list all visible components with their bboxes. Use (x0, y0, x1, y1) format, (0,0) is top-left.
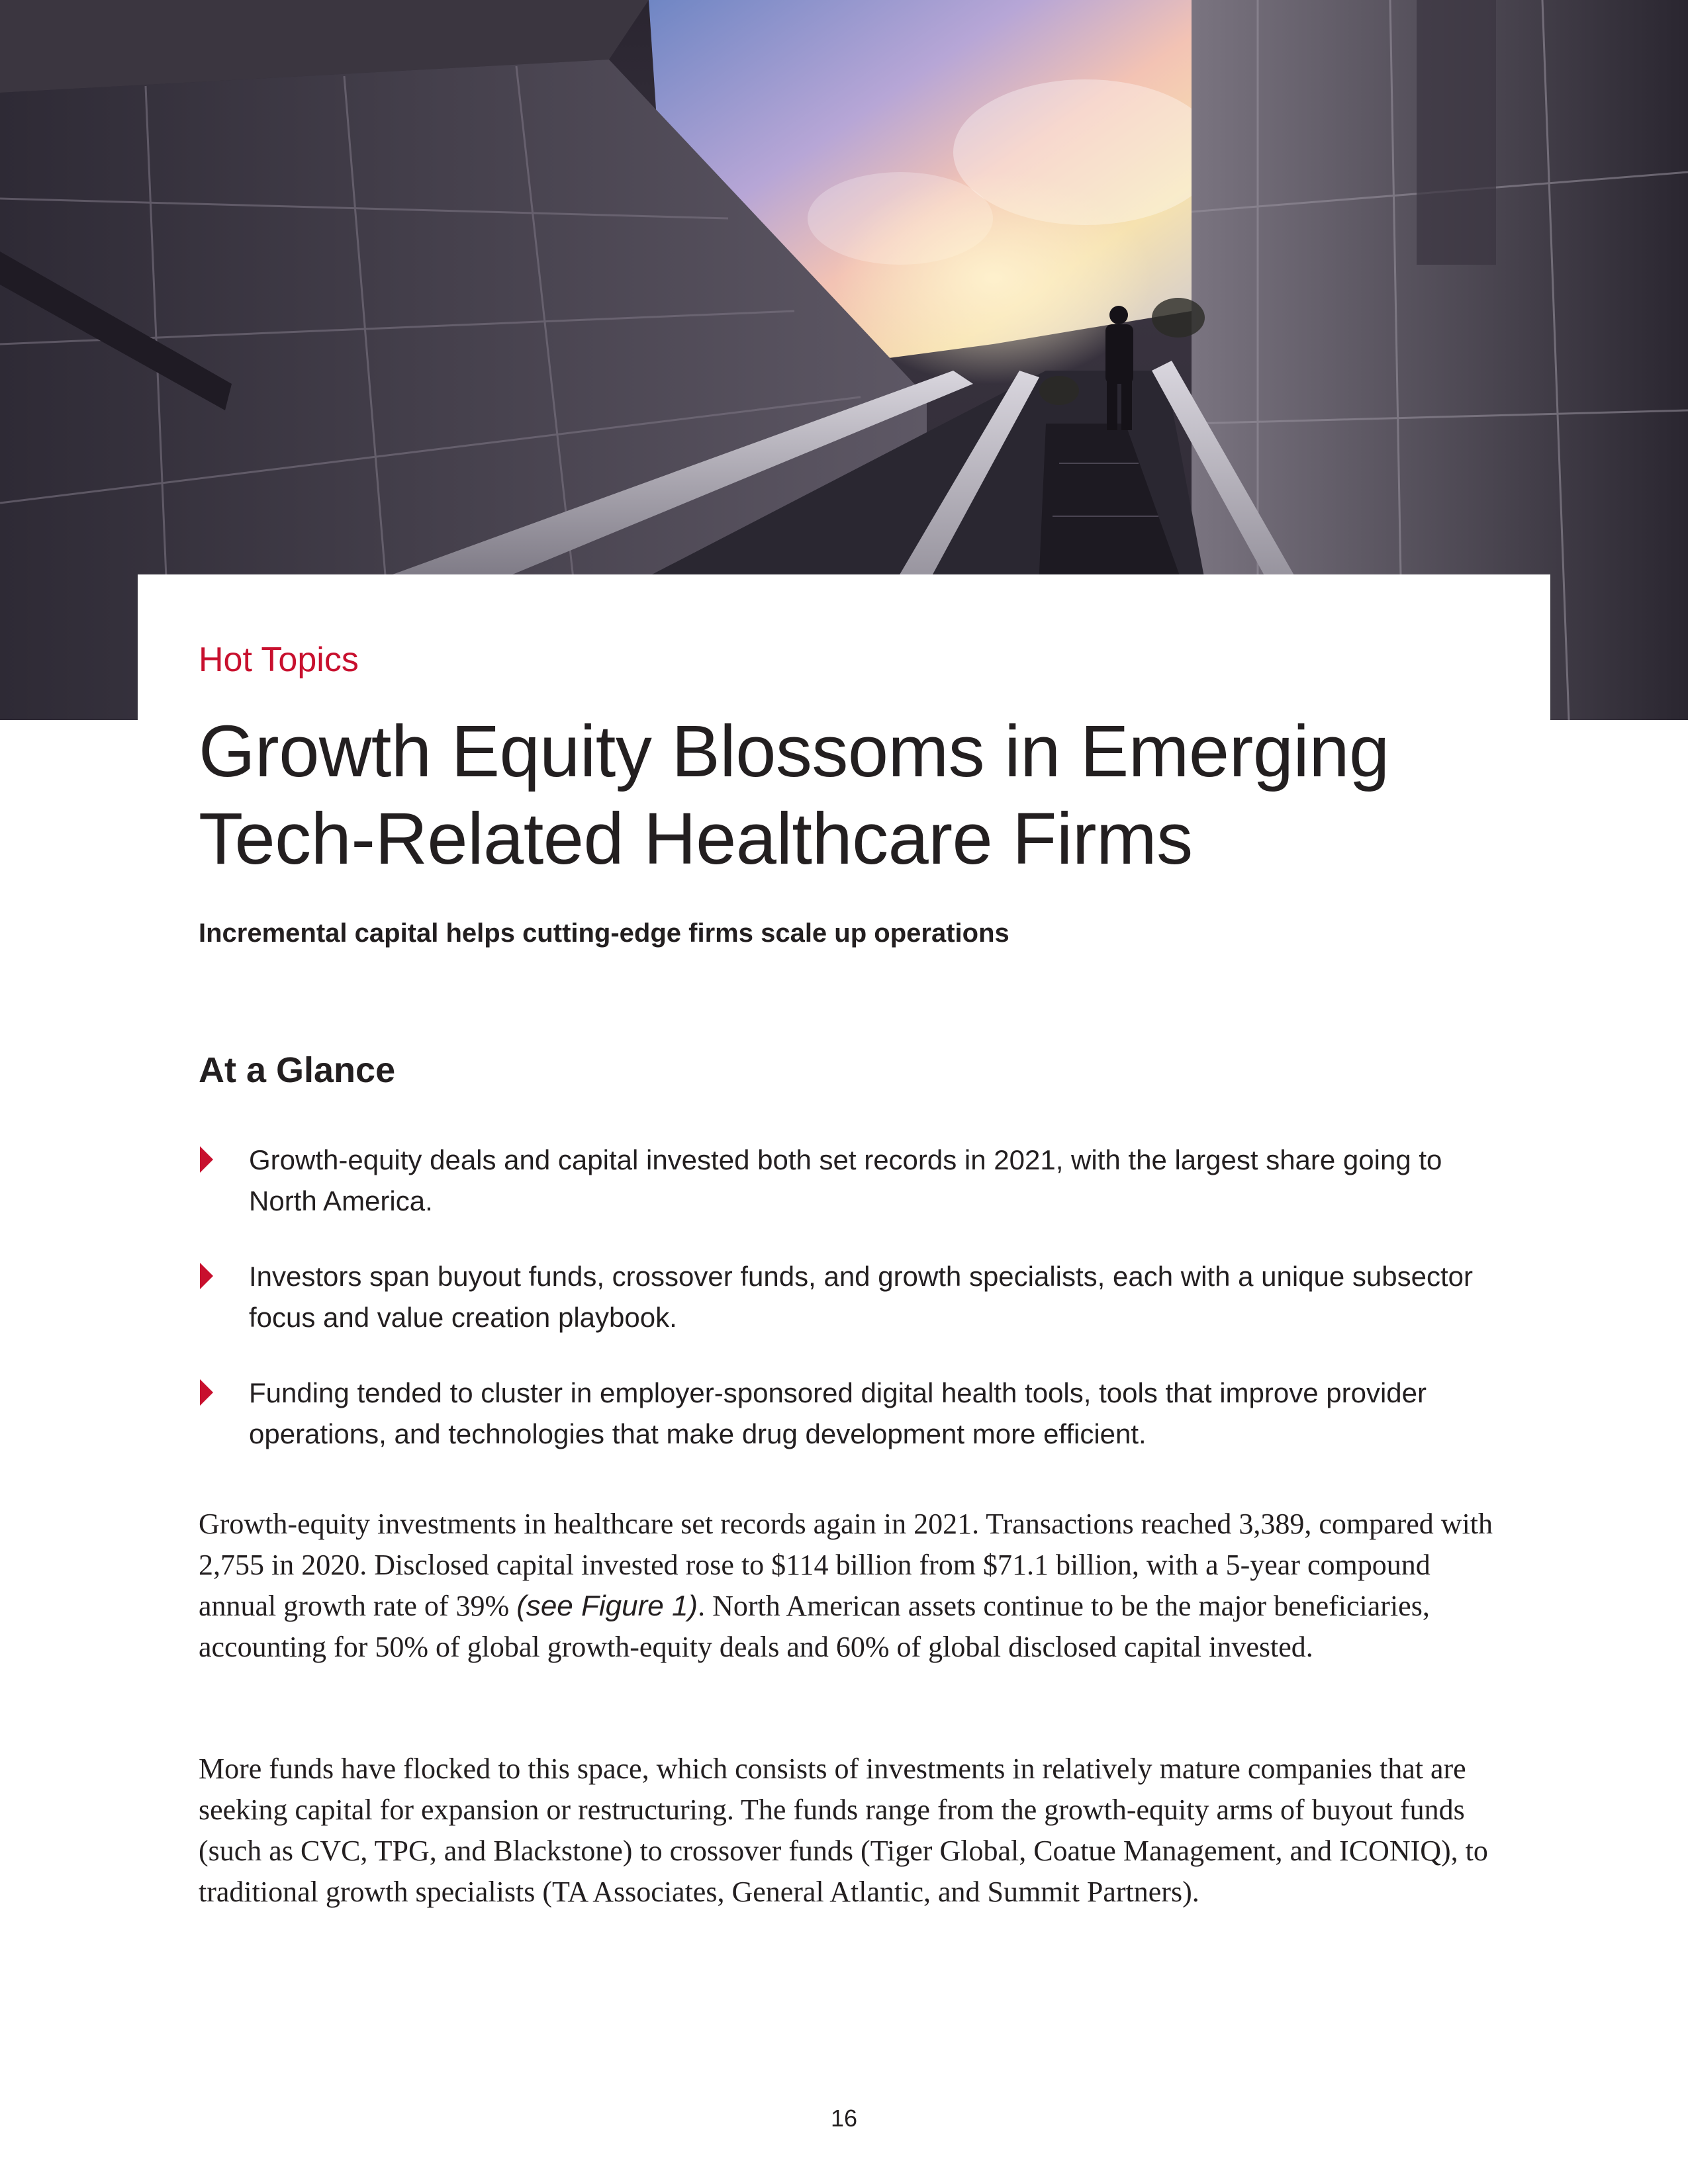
page-number: 16 (830, 2105, 858, 2132)
list-item (199, 1373, 1509, 1455)
at-a-glance-heading: At a Glance (199, 1050, 396, 1090)
figure-reference: (see Figure 1) (516, 1590, 698, 1622)
list-item-text: Funding tended to cluster in employer-sponsored digital health tools, tools that improve provider operations, and technologies that make drug development more efficient. (249, 1377, 1427, 1449)
list-item (199, 1140, 1509, 1222)
para1-text-start: Growth-equity investments in healthcare set records again in 2021. Transactions reached 3,389, compared with 2,755 in 2020. Disclosed capital invested rose to $114 billion from $71.1 billion, with a 5-year compound annual growth rate of 39% (199, 1508, 1493, 1622)
list-item-text: Growth-equity deals and capital invested both set records in 2021, with the largest share going to North America. (249, 1144, 1442, 1216)
para1-text-end: . North American assets continue to be the major beneficiaries, accounting for 50% of global growth-equity deals and 60% of global disclosed capital invested. (199, 1590, 1430, 1663)
section-label: Hot Topics (199, 641, 359, 679)
at-a-glance-list (199, 1140, 1509, 1489)
page-subtitle: Incremental capital helps cutting-edge firms scale up operations (199, 919, 1009, 948)
red-triangle-bullet-icon (200, 1379, 213, 1406)
body-paragraph-2: More funds have flocked to this space, which consists of investments in relatively mature companies that are seeking capital for expansion or restructuring. The funds range from the growth-equity arms of buyout funds (such as CVC, TPG, and Blackstone) to crossover funds (Tiger Global, Coatue Management, and ICONIQ), to traditional growth specialists (TA Associates, General Atlantic, and Summit Partners). (199, 1752, 1488, 1908)
red-triangle-bullet-icon (200, 1146, 213, 1173)
red-triangle-bullet-icon (200, 1263, 213, 1289)
body-paragraph-1 (199, 1504, 1509, 1668)
list-item (199, 1256, 1509, 1338)
page-title: Growth Equity Blossoms in Emerging Tech-Related Healthcare Firms (199, 711, 1389, 880)
list-item-text: Investors span buyout funds, crossover funds, and growth specialists, each with a unique subsector focus and value creation playbook. (249, 1261, 1474, 1333)
